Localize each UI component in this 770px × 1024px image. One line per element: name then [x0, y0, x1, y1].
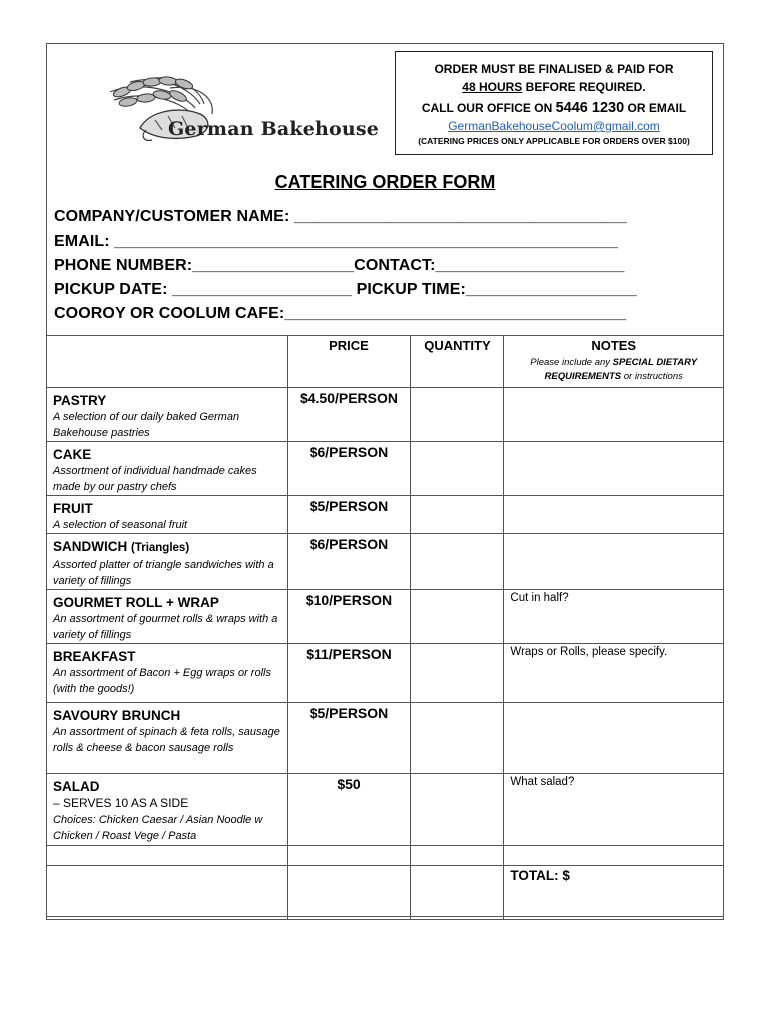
table-row — [47, 442, 724, 496]
item-description: Assortment of individual handmade cakes made by our pastry chefs — [53, 465, 257, 493]
total-field[interactable]: TOTAL: $ — [504, 866, 724, 920]
notice-call-prefix: CALL OUR OFFICE ON — [421, 101, 556, 115]
notes-input[interactable] — [504, 534, 724, 590]
catering-fine-print: (CATERING PRICES ONLY APPLICABLE FOR ORDERS OVER $100) — [418, 136, 690, 146]
item-price: $6/PERSON — [287, 442, 411, 496]
table-row — [47, 590, 724, 644]
table-row-spacer — [47, 846, 724, 866]
notes-input[interactable] — [504, 703, 724, 774]
item-name: FRUIT — [53, 501, 93, 516]
item-description: An assortment of spinach & feta rolls, sausage rolls & cheese & bacon sausage rolls — [53, 726, 280, 754]
item-description: A selection of our daily baked German Bakehouse pastries — [53, 411, 240, 439]
notes-input[interactable] — [504, 442, 724, 496]
office-phone: 5446 1230 — [555, 100, 625, 116]
notice-call-suffix: OR EMAIL — [624, 101, 687, 115]
total-blank-cell — [47, 866, 288, 920]
item-price: $5/PERSON — [287, 496, 411, 534]
quantity-input[interactable] — [411, 442, 504, 496]
item-cell — [47, 534, 288, 590]
catering-order-table — [46, 335, 724, 920]
spacer-cell — [47, 846, 288, 866]
item-description: A selection of seasonal fruit — [53, 519, 188, 531]
item-cell — [47, 590, 288, 644]
notes-instr-c: or instructions — [621, 371, 683, 382]
item-cell — [47, 703, 288, 774]
brand-name: German Bakehouse — [168, 118, 380, 140]
table-row — [47, 703, 724, 774]
quantity-input[interactable] — [411, 590, 504, 644]
item-name: GOURMET ROLL + WRAP — [53, 595, 219, 610]
item-cell — [47, 774, 288, 846]
form-title: CATERING ORDER FORM — [274, 172, 496, 192]
item-price: $11/PERSON — [287, 644, 411, 703]
item-price: $50 — [287, 774, 411, 846]
item-price: $6/PERSON — [287, 534, 411, 590]
notes-input[interactable]: Cut in half? — [504, 590, 724, 644]
notice-line-2 — [396, 78, 712, 96]
notice-deadline: 48 HOURS — [462, 80, 523, 94]
item-name: SALAD — [53, 779, 100, 794]
table-row — [47, 644, 724, 703]
item-cell — [47, 388, 288, 442]
order-notice-box — [395, 51, 713, 155]
item-name: PASTRY — [53, 393, 107, 408]
quantity-input[interactable] — [411, 388, 504, 442]
item-cell — [47, 644, 288, 703]
phone-contact-field[interactable]: PHONE NUMBER:__________________CONTACT:_____________________ — [54, 257, 625, 274]
table-header-row — [47, 336, 724, 388]
table-row — [47, 774, 724, 846]
cafe-location-field[interactable]: COOROY OR COOLUM CAFE:______________________________________ — [54, 305, 627, 322]
german-bakehouse-logo — [100, 70, 390, 150]
item-serving-note: – SERVES 10 AS A SIDE — [53, 796, 189, 810]
header-notes-label: NOTES — [591, 338, 637, 353]
item-name: CAKE — [53, 447, 92, 462]
notice-line-1: ORDER MUST BE FINALISED & PAID FOR — [434, 62, 674, 76]
spacer-cell — [411, 846, 504, 866]
table-row — [47, 388, 724, 442]
notes-input[interactable] — [504, 496, 724, 534]
table-row — [47, 496, 724, 534]
item-description: An assortment of Bacon + Egg wraps or rolls (with the goods!) — [53, 667, 271, 695]
pickup-date-time-field[interactable]: PICKUP DATE: ____________________ PICKUP TIME:___________________ — [54, 281, 637, 298]
quantity-input[interactable] — [411, 644, 504, 703]
notes-instr-b: SPECIAL DIETARY REQUIREMENTS — [544, 357, 698, 382]
item-name: BREAKFAST — [53, 649, 136, 664]
header-notes-instructions — [510, 356, 717, 384]
quantity-input[interactable] — [411, 774, 504, 846]
item-cell — [47, 496, 288, 534]
item-price: $4.50/PERSON — [287, 388, 411, 442]
item-price: $5/PERSON — [287, 703, 411, 774]
total-row — [47, 866, 724, 920]
quantity-input[interactable] — [411, 703, 504, 774]
notes-input[interactable]: Wraps or Rolls, please specify. — [504, 644, 724, 703]
item-description: An assortment of gourmet rolls & wraps with a variety of fillings — [53, 613, 278, 641]
item-name — [53, 536, 281, 557]
spacer-cell — [504, 846, 724, 866]
header-quantity: QUANTITY — [411, 336, 504, 388]
notice-line-3 — [396, 99, 712, 117]
notes-input[interactable] — [504, 388, 724, 442]
notice-line-2-rest: BEFORE REQUIRED. — [522, 80, 646, 94]
item-cell — [47, 442, 288, 496]
notes-input[interactable]: What salad? — [504, 774, 724, 846]
email-field[interactable]: EMAIL: ________________________________________________________ — [54, 233, 619, 250]
item-description: Assorted platter of triangle sandwiches with a variety of fillings — [53, 559, 274, 587]
header-price: PRICE — [287, 336, 411, 388]
customer-name-field[interactable]: COMPANY/CUSTOMER NAME: _____________________________________ — [54, 208, 627, 225]
item-name: SAVOURY BRUNCH — [53, 708, 181, 723]
total-blank-cell — [287, 866, 411, 920]
header-notes — [504, 336, 724, 388]
item-description: Choices: Chicken Caesar / Asian Noodle w Chicken / Roast Vege / Pasta — [53, 814, 263, 842]
item-name-main: SANDWICH — [53, 539, 131, 554]
table-row — [47, 534, 724, 590]
item-name-qualifier: (Triangles) — [131, 542, 190, 554]
email-link[interactable]: GermanBakehouseCoolum@gmail.com — [448, 119, 660, 133]
spacer-cell — [287, 846, 411, 866]
total-blank-cell — [411, 866, 504, 920]
item-price: $10/PERSON — [287, 590, 411, 644]
header-item-cell — [47, 336, 288, 388]
notes-instr-a: Please include any — [530, 357, 613, 368]
quantity-input[interactable] — [411, 496, 504, 534]
quantity-input[interactable] — [411, 534, 504, 590]
